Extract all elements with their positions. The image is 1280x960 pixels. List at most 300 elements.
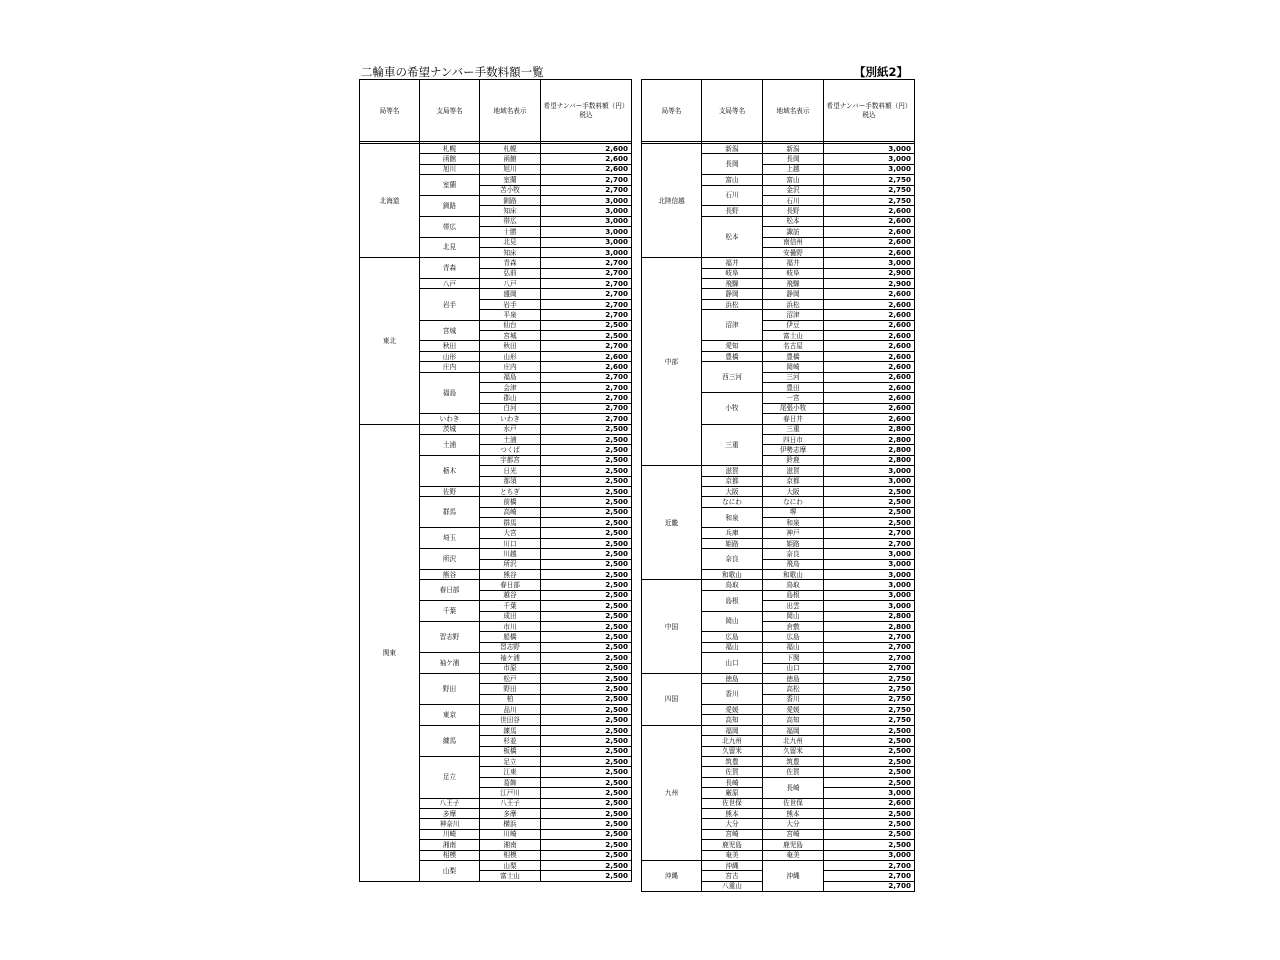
branch-cell: 福井	[702, 258, 763, 268]
fee-cell: 2,500	[541, 580, 632, 590]
fee-cell: 2,800	[824, 621, 915, 631]
region-cell: 岡崎	[763, 362, 824, 372]
region-cell: 松戸	[480, 673, 541, 683]
fee-cell: 2,600	[824, 216, 915, 226]
branch-cell: 宮古	[702, 871, 763, 881]
region-cell: 郡山	[480, 393, 541, 403]
fee-cell: 2,500	[541, 673, 632, 683]
fee-cell: 2,600	[824, 382, 915, 392]
branch-cell: 熊谷	[420, 570, 480, 580]
fee-cell: 3,000	[824, 164, 915, 174]
region-cell: 鹿児島	[763, 840, 824, 850]
table-row	[642, 144, 915, 154]
fee-cell: 2,500	[541, 715, 632, 725]
region-cell: 一宮	[763, 393, 824, 403]
region-cell: 沖縄	[763, 860, 824, 891]
fee-cell: 2,600	[824, 362, 915, 372]
fee-cell: 2,500	[541, 746, 632, 756]
region-cell: 品川	[480, 705, 541, 715]
header-branch: 支局等名	[702, 80, 763, 142]
branch-cell: 練馬	[420, 725, 480, 756]
fee-cell: 2,500	[824, 767, 915, 777]
fee-cell: 3,000	[824, 601, 915, 611]
fee-cell: 3,000	[824, 559, 915, 569]
region-cell: 出雲	[763, 601, 824, 611]
fee-cell: 2,600	[824, 798, 915, 808]
fee-cell: 3,000	[824, 580, 915, 590]
region-cell: 仙台	[480, 320, 541, 330]
branch-cell: 習志野	[420, 621, 480, 652]
branch-cell: 久留米	[702, 746, 763, 756]
fee-cell: 2,500	[541, 611, 632, 621]
branch-cell: 千葉	[420, 601, 480, 622]
region-cell: 知床	[480, 206, 541, 216]
branch-cell: 函館	[420, 154, 480, 164]
fee-cell: 2,500	[824, 736, 915, 746]
fee-table-left	[359, 79, 632, 882]
region-cell: 筑豊	[763, 757, 824, 767]
bureau-cell: 四国	[642, 673, 702, 725]
header-fee: 希望ナンバー手数料額（円）税込	[824, 80, 915, 142]
branch-cell: 旭川	[420, 164, 480, 174]
fee-cell: 2,500	[541, 871, 632, 881]
branch-cell: 所沢	[420, 549, 480, 570]
branch-cell: 兵庫	[702, 528, 763, 538]
region-cell: 所沢	[480, 559, 541, 569]
region-cell: 盛岡	[480, 289, 541, 299]
fee-cell: 2,500	[541, 819, 632, 829]
region-cell: つくば	[480, 445, 541, 455]
branch-cell: 長崎	[702, 777, 763, 787]
header-fee: 希望ナンバー手数料額（円）税込	[541, 80, 632, 142]
fee-cell: 3,000	[541, 227, 632, 237]
region-cell: 京都	[763, 476, 824, 486]
region-cell: 那須	[480, 476, 541, 486]
region-cell: 大分	[763, 819, 824, 829]
region-cell: 横浜	[480, 819, 541, 829]
fee-cell: 2,500	[541, 621, 632, 631]
region-cell: 世田谷	[480, 715, 541, 725]
fee-cell: 3,000	[824, 549, 915, 559]
branch-cell: 静岡	[702, 289, 763, 299]
branch-cell: 山口	[702, 653, 763, 674]
region-cell: 江戸川	[480, 788, 541, 798]
fee-cell: 2,700	[824, 860, 915, 870]
fee-cell: 2,500	[541, 538, 632, 548]
fee-cell: 2,500	[541, 434, 632, 444]
branch-cell: 帯広	[420, 216, 480, 237]
fee-cell: 2,600	[824, 320, 915, 330]
fee-cell: 2,700	[541, 258, 632, 268]
branch-cell: 広島	[702, 632, 763, 642]
table-row	[642, 258, 915, 268]
fee-cell: 2,500	[541, 424, 632, 434]
fee-cell: 2,800	[824, 424, 915, 434]
fee-cell: 2,750	[824, 175, 915, 185]
region-cell: 高松	[763, 684, 824, 694]
region-cell: 八戸	[480, 279, 541, 289]
fee-cell: 2,500	[541, 736, 632, 746]
region-cell: なにわ	[763, 497, 824, 507]
fee-cell: 2,500	[541, 829, 632, 839]
fee-cell: 2,700	[541, 403, 632, 413]
branch-cell: 新潟	[702, 144, 763, 154]
table-body-right	[642, 144, 915, 892]
fee-cell: 2,500	[824, 746, 915, 756]
branch-cell: 相模	[420, 850, 480, 860]
region-cell: 会津	[480, 382, 541, 392]
branch-cell: 岩手	[420, 289, 480, 320]
fee-cell: 2,600	[824, 414, 915, 424]
region-cell: 長岡	[763, 154, 824, 164]
region-cell: 札幌	[480, 144, 541, 154]
branch-cell: 西三河	[702, 362, 763, 393]
branch-cell: 庄内	[420, 362, 480, 372]
branch-cell: いわき	[420, 414, 480, 424]
fee-cell: 2,700	[824, 528, 915, 538]
fee-cell: 3,000	[541, 206, 632, 216]
region-cell: 伊勢志摩	[763, 445, 824, 455]
bureau-cell: 関東	[360, 424, 420, 881]
fee-cell: 2,500	[541, 559, 632, 569]
region-cell: 川口	[480, 538, 541, 548]
fee-cell: 2,700	[541, 341, 632, 351]
region-cell: 千葉	[480, 601, 541, 611]
region-cell: 葛飾	[480, 777, 541, 787]
fee-cell: 2,600	[824, 341, 915, 351]
region-cell: 鳥取	[763, 580, 824, 590]
region-cell: 福井	[763, 258, 824, 268]
region-cell: 船橋	[480, 632, 541, 642]
header-branch: 支局等名	[420, 80, 480, 142]
branch-cell: 豊橋	[702, 351, 763, 361]
table-row	[642, 466, 915, 476]
bureau-cell: 中部	[642, 258, 702, 466]
region-cell: 松本	[763, 216, 824, 226]
fee-cell: 2,750	[824, 705, 915, 715]
region-cell: 富士山	[480, 871, 541, 881]
table-row	[642, 673, 915, 683]
region-cell: 佐賀	[763, 767, 824, 777]
region-cell: 長野	[763, 206, 824, 216]
branch-cell: 松本	[702, 216, 763, 258]
branch-cell: 愛媛	[702, 705, 763, 715]
fee-cell: 2,500	[824, 829, 915, 839]
branch-cell: 姫路	[702, 538, 763, 548]
region-cell: 諏訪	[763, 227, 824, 237]
region-cell: 山梨	[480, 860, 541, 870]
region-cell: 平泉	[480, 310, 541, 320]
fee-cell: 2,750	[824, 195, 915, 205]
branch-cell: 石川	[702, 185, 763, 206]
branch-cell: 八王子	[420, 798, 480, 808]
branch-cell: 熊本	[702, 809, 763, 819]
fee-cell: 2,700	[824, 653, 915, 663]
region-cell: 知床	[480, 247, 541, 257]
fee-cell: 2,750	[824, 715, 915, 725]
table-body-left	[360, 144, 632, 882]
branch-cell: 福岡	[702, 725, 763, 735]
region-cell: 湘南	[480, 840, 541, 850]
region-cell: 沼津	[763, 310, 824, 320]
region-cell: 倉敷	[763, 621, 824, 631]
fee-cell: 2,500	[541, 653, 632, 663]
region-cell: 山形	[480, 351, 541, 361]
branch-cell: 青森	[420, 258, 480, 279]
region-cell: 富士山	[763, 331, 824, 341]
branch-cell: 袖ケ浦	[420, 653, 480, 674]
region-cell: 川越	[480, 549, 541, 559]
fee-cell: 2,500	[541, 528, 632, 538]
branch-cell: 愛知	[702, 341, 763, 351]
region-cell: 土浦	[480, 434, 541, 444]
region-cell: 多摩	[480, 809, 541, 819]
fee-cell: 3,000	[824, 466, 915, 476]
region-cell: 高知	[763, 715, 824, 725]
branch-cell: 川崎	[420, 829, 480, 839]
fee-cell: 2,500	[541, 788, 632, 798]
region-cell: 習志野	[480, 642, 541, 652]
fee-cell: 3,000	[541, 216, 632, 226]
branch-cell: 北見	[420, 237, 480, 258]
branch-cell: 大分	[702, 819, 763, 829]
fee-cell: 2,600	[824, 206, 915, 216]
region-cell: 杉並	[480, 736, 541, 746]
fee-cell: 3,000	[824, 258, 915, 268]
region-cell: 神戸	[763, 528, 824, 538]
region-cell: 豊橋	[763, 351, 824, 361]
fee-cell: 2,500	[541, 757, 632, 767]
branch-cell: 札幌	[420, 144, 480, 154]
region-cell: 市原	[480, 663, 541, 673]
fee-cell: 2,800	[824, 434, 915, 444]
region-cell: とちぎ	[480, 486, 541, 496]
fee-cell: 2,500	[541, 549, 632, 559]
fee-cell: 2,500	[541, 331, 632, 341]
region-cell: 野田	[480, 684, 541, 694]
region-cell: 安曇野	[763, 247, 824, 257]
branch-cell: 鹿児島	[702, 840, 763, 850]
region-cell: 釧路	[480, 195, 541, 205]
fee-cell: 3,000	[541, 195, 632, 205]
fee-cell: 2,500	[541, 840, 632, 850]
branch-cell: 浜松	[702, 299, 763, 309]
branch-cell: 長岡	[702, 154, 763, 175]
fee-cell: 2,600	[824, 393, 915, 403]
fee-cell: 2,700	[824, 642, 915, 652]
fee-cell: 3,000	[541, 237, 632, 247]
region-cell: 北九州	[763, 736, 824, 746]
fee-cell: 2,500	[541, 632, 632, 642]
fee-cell: 2,600	[824, 289, 915, 299]
region-cell: 柏	[480, 694, 541, 704]
fee-cell: 3,000	[824, 590, 915, 600]
branch-cell: 東京	[420, 705, 480, 726]
bureau-cell: 北陸信越	[642, 144, 702, 258]
fee-cell: 2,700	[541, 382, 632, 392]
branch-cell: 宮城	[420, 320, 480, 341]
region-cell: 春日部	[480, 580, 541, 590]
branch-cell: 茨城	[420, 424, 480, 434]
fee-cell: 2,500	[541, 684, 632, 694]
fee-cell: 2,700	[824, 632, 915, 642]
branch-cell: 山梨	[420, 860, 480, 881]
branch-cell: 筑豊	[702, 757, 763, 767]
region-cell: 和泉	[763, 518, 824, 528]
branch-cell: 室蘭	[420, 175, 480, 196]
bureau-cell: 沖縄	[642, 860, 702, 891]
region-cell: 庄内	[480, 362, 541, 372]
fee-cell: 2,800	[824, 445, 915, 455]
fee-cell: 2,500	[824, 486, 915, 496]
region-cell: 宇都宮	[480, 455, 541, 465]
region-cell: 宮崎	[763, 829, 824, 839]
header-bureau: 局等名	[360, 80, 420, 142]
branch-cell: 沼津	[702, 310, 763, 341]
branch-cell: 三重	[702, 424, 763, 466]
fee-cell: 2,700	[541, 414, 632, 424]
fee-cell: 2,600	[824, 372, 915, 382]
fee-cell: 2,500	[541, 570, 632, 580]
fee-cell: 2,600	[824, 227, 915, 237]
region-cell: 尾張小牧	[763, 403, 824, 413]
region-cell: 弘前	[480, 268, 541, 278]
fee-cell: 2,500	[541, 725, 632, 735]
fee-cell: 2,700	[824, 881, 915, 891]
branch-cell: 沖縄	[702, 860, 763, 870]
fee-cell: 2,700	[541, 310, 632, 320]
region-cell: 北見	[480, 237, 541, 247]
region-cell: 上越	[763, 164, 824, 174]
bureau-cell: 中国	[642, 580, 702, 674]
fee-cell: 2,750	[824, 185, 915, 195]
fee-cell: 2,700	[541, 185, 632, 195]
region-cell: 新潟	[763, 144, 824, 154]
region-cell: 大宮	[480, 528, 541, 538]
branch-cell: 福島	[420, 372, 480, 414]
region-cell: 佐世保	[763, 798, 824, 808]
region-cell: 富山	[763, 175, 824, 185]
region-cell: 名古屋	[763, 341, 824, 351]
fee-cell: 2,500	[541, 466, 632, 476]
fee-cell: 2,700	[541, 299, 632, 309]
region-cell: 青森	[480, 258, 541, 268]
region-cell: 苫小牧	[480, 185, 541, 195]
region-cell: 板橋	[480, 746, 541, 756]
fee-cell: 2,500	[541, 518, 632, 528]
region-cell: 函館	[480, 154, 541, 164]
branch-cell: 京都	[702, 476, 763, 486]
branch-cell: 滋賀	[702, 466, 763, 476]
table-row	[642, 580, 915, 590]
fee-cell: 2,500	[541, 486, 632, 496]
region-cell: 春日井	[763, 414, 824, 424]
fee-cell: 2,600	[541, 362, 632, 372]
branch-cell: 和歌山	[702, 570, 763, 580]
fee-cell: 2,500	[824, 725, 915, 735]
region-cell: 相模	[480, 850, 541, 860]
fee-table-right	[641, 79, 915, 892]
region-cell: 岐阜	[763, 268, 824, 278]
region-cell: 飛鳥	[763, 559, 824, 569]
region-cell: 下関	[763, 653, 824, 663]
fee-cell: 2,500	[824, 518, 915, 528]
region-cell: 鈴鹿	[763, 455, 824, 465]
branch-cell: 富山	[702, 175, 763, 185]
region-cell: 越谷	[480, 590, 541, 600]
fee-cell: 2,500	[824, 757, 915, 767]
branch-cell: 厳原	[702, 788, 763, 798]
header-region: 地域名表示	[763, 80, 824, 142]
fee-cell: 2,500	[541, 590, 632, 600]
branch-cell: 栃木	[420, 455, 480, 486]
branch-cell: 奈良	[702, 549, 763, 570]
fee-cell: 2,700	[541, 372, 632, 382]
fee-cell: 2,600	[824, 247, 915, 257]
fee-cell: 2,500	[824, 840, 915, 850]
fee-cell: 2,600	[824, 331, 915, 341]
region-cell: 秋田	[480, 341, 541, 351]
region-cell: 水戸	[480, 424, 541, 434]
region-cell: 豊田	[763, 382, 824, 392]
region-cell: 旭川	[480, 164, 541, 174]
header-bureau: 局等名	[642, 80, 702, 142]
fee-cell: 2,600	[541, 154, 632, 164]
branch-cell: 神奈川	[420, 819, 480, 829]
fee-cell: 2,700	[541, 279, 632, 289]
bureau-cell: 九州	[642, 725, 702, 860]
table-row	[360, 258, 632, 268]
fee-cell: 2,600	[541, 144, 632, 154]
branch-cell: 佐野	[420, 486, 480, 496]
branch-cell: 春日部	[420, 580, 480, 601]
region-cell: 金沢	[763, 185, 824, 195]
fee-cell: 2,600	[824, 299, 915, 309]
table-row	[642, 860, 915, 870]
region-cell: 久留米	[763, 746, 824, 756]
region-cell: いわき	[480, 414, 541, 424]
branch-cell: 秋田	[420, 341, 480, 351]
fee-cell: 2,800	[824, 455, 915, 465]
region-cell: 奈良	[763, 549, 824, 559]
branch-cell: 岡山	[702, 611, 763, 632]
region-cell: 岡山	[763, 611, 824, 621]
region-cell: 八王子	[480, 798, 541, 808]
fee-cell: 2,500	[541, 798, 632, 808]
region-cell: 高崎	[480, 507, 541, 517]
branch-cell: 佐賀	[702, 767, 763, 777]
region-cell: 南信州	[763, 237, 824, 247]
fee-cell: 2,750	[824, 694, 915, 704]
branch-cell: 山形	[420, 351, 480, 361]
region-cell: 練馬	[480, 725, 541, 735]
region-cell: 熊本	[763, 809, 824, 819]
region-cell: 山口	[763, 663, 824, 673]
region-cell: 福島	[480, 372, 541, 382]
region-cell: 三河	[763, 372, 824, 382]
fee-cell: 3,000	[824, 850, 915, 860]
fee-cell: 2,500	[824, 819, 915, 829]
region-cell: 静岡	[763, 289, 824, 299]
fee-cell: 2,500	[541, 455, 632, 465]
region-cell: 白河	[480, 403, 541, 413]
fee-cell: 2,600	[824, 403, 915, 413]
fee-cell: 3,000	[824, 476, 915, 486]
fee-cell: 2,750	[824, 673, 915, 683]
branch-cell: 鳥取	[702, 580, 763, 590]
fee-cell: 2,700	[541, 175, 632, 185]
branch-cell: 埼玉	[420, 528, 480, 549]
